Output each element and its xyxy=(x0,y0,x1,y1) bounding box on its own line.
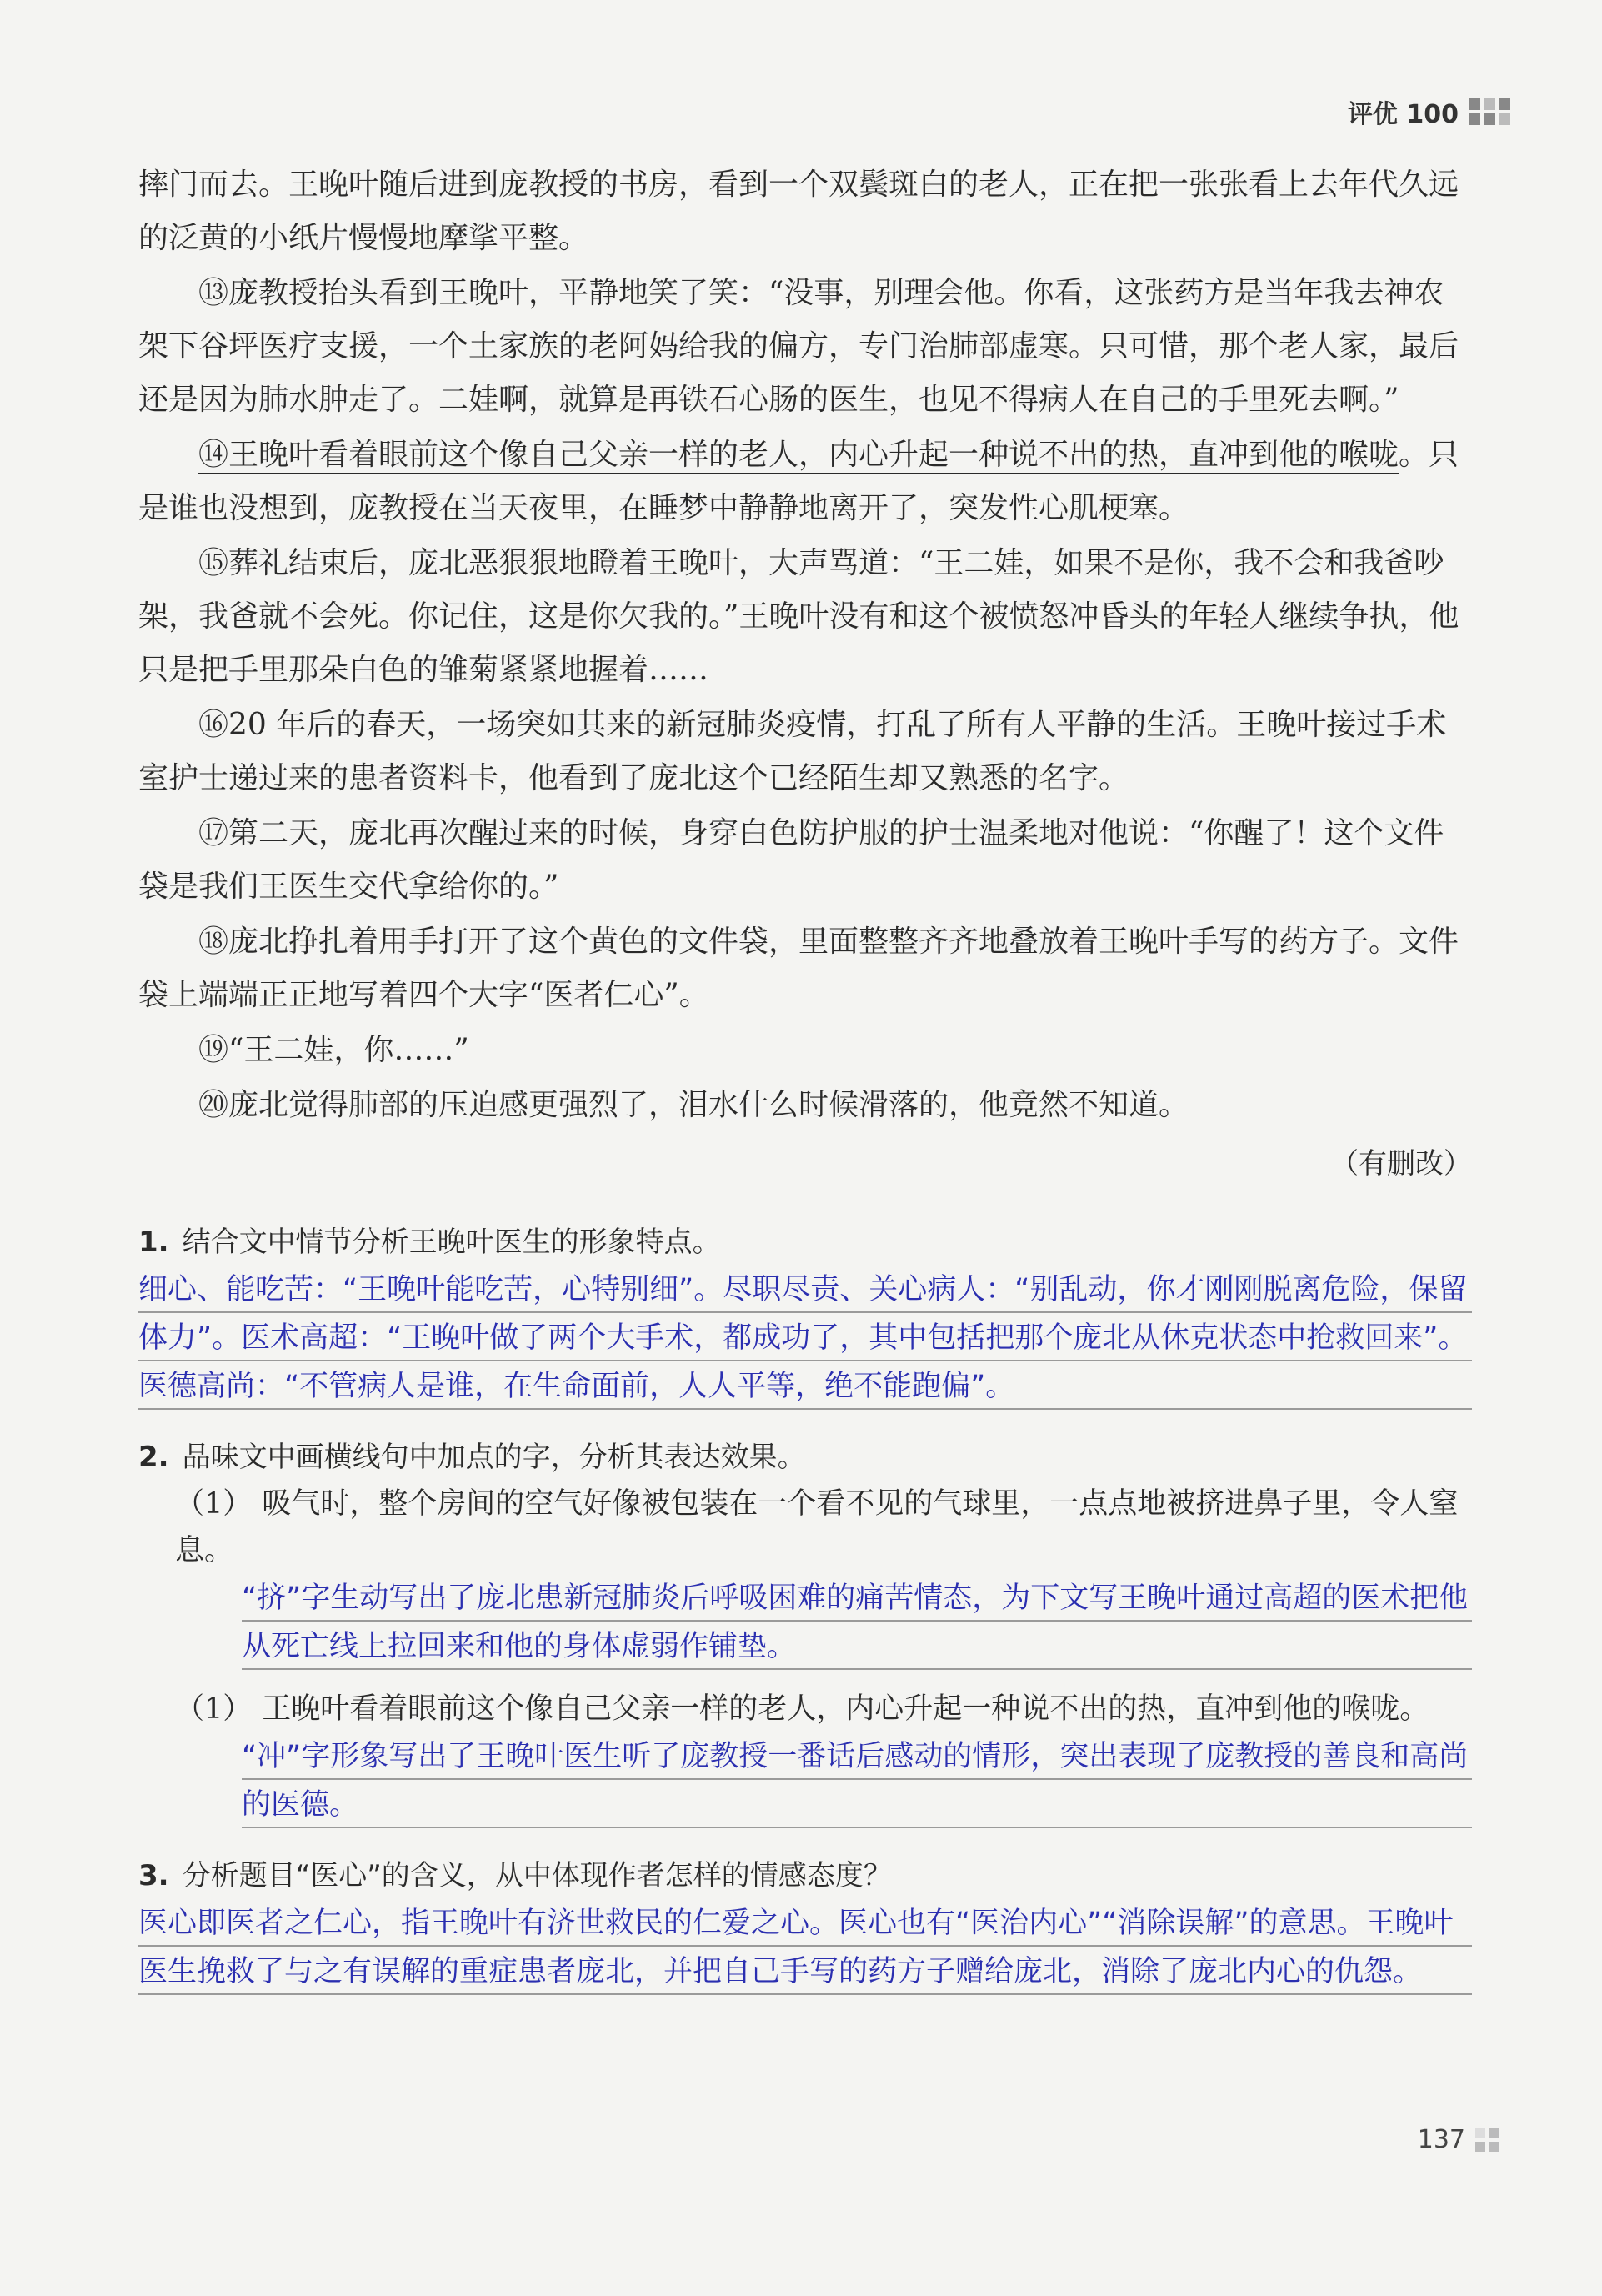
underlined-sentence: ⑭王晚叶看着眼前这个像自己父亲一样的老人，内心升起一种说不出的热，直冲到他的喉咙 xyxy=(198,438,1399,472)
question-number: 2. xyxy=(138,1441,169,1474)
sub-text: 吸气时，整个房间的空气好像被包装在一个看不见的气球里，一点点地被挤进鼻子里，令人窒息。 xyxy=(175,1487,1459,1567)
question-text: 品味文中画横线句中加点的字，分析其表达效果。 xyxy=(182,1441,806,1474)
sub-question-1 xyxy=(175,1481,1472,1574)
paragraph-15: ⑮葬礼结束后，庞北恶狠狠地瞪着王晚叶，大声骂道：“王二娃，如果不是你，我不会和我爸吵架，我爸就不会死。你记住，这是你欠我的。”王晚叶没有和这个被愤怒冲昏头的年轻人继续争执，他只是把手里那朵白色的雏菊紧紧地握着…… xyxy=(138,546,1459,687)
question-number: 3. xyxy=(138,1859,169,1892)
questions-section xyxy=(138,1219,1472,2019)
paragraph-continued: 摔门而去。王晚叶随后进到庞教授的书房，看到一个双鬓斑白的老人，正在把一张张看上去年代久远的泛黄的小纸片慢慢地摩挲平整。 xyxy=(138,168,1459,255)
question-text: 分析题目“医心”的含义，从中体现作者怎样的情感态度？ xyxy=(182,1859,892,1892)
paragraph-14-rest: 。只是谁也没想到，庞教授在当天夜里，在睡梦中静静地离开了，突发性心肌梗塞。 xyxy=(138,438,1459,525)
page-number xyxy=(1418,2125,1499,2154)
brand-title: 评优 100 xyxy=(1347,100,1459,129)
question-text: 结合文中情节分析王晚叶医生的形象特点。 xyxy=(182,1226,721,1259)
question-1 xyxy=(138,1219,1472,1411)
question-3 xyxy=(138,1852,1472,1996)
paragraph-17: ⑰第二天，庞北再次醒过来的时候，身穿白色防护服的护士温柔地对他说：“你醒了！这个文件袋是我们王医生交代拿给你的。” xyxy=(138,816,1444,904)
answer-1[interactable]: 细心、能吃苦：“王晚叶能吃苦，心特别细”。尽职尽责、关心病人：“别乱动，你才刚刚脱离危险，保留体力”。医术高超：“王晚叶做了两个大手术，都成功了，其中包括把那个庞北从休克状态中抢救回来”。医德高尚：“不管病人是谁，在生命面前，人人平等，绝不能跑偏”。 xyxy=(138,1266,1472,1411)
question-1-title xyxy=(138,1219,1472,1266)
sub-label: （1） xyxy=(175,1692,253,1726)
question-number: 1. xyxy=(138,1226,169,1259)
paragraph-14 xyxy=(138,429,1472,535)
answer-2-2[interactable]: “冲”字形象写出了王晚叶医生听了庞教授一番话后感动的情形，突出表现了庞教授的善良和高尚的医德。 xyxy=(242,1732,1472,1829)
brand-grid-icon xyxy=(1469,98,1510,125)
question-3-title xyxy=(138,1852,1472,1899)
page-deco-icon xyxy=(1475,2128,1499,2152)
header-brand xyxy=(1348,93,1510,130)
paragraph-16: ⑯20 年后的春天，一场突如其来的新冠肺炎疫情，打乱了所有人平静的生活。王晚叶接过手术室护士递过来的患者资料卡，他看到了庞北这个已经陌生却又熟悉的名字。 xyxy=(138,708,1447,795)
sub-question-2 xyxy=(175,1686,1472,1732)
page-number-text: 137 xyxy=(1417,2125,1465,2154)
paragraph-20: ⑳庞北觉得肺部的压迫感更强烈了，泪水什么时候滑落的，他竟然不知道。 xyxy=(198,1088,1189,1122)
answer-3[interactable]: 医心即医者之仁心，指王晚叶有济世救民的仁爱之心。医心也有“医治内心”“消除误解”的意思。王晚叶医生挽救了与之有误解的重症患者庞北，并把自己手写的药方子赠给庞北，消除了庞北内心的仇怨。 xyxy=(138,1899,1472,1996)
answer-2-1[interactable]: “挤”字生动写出了庞北患新冠肺炎后呼吸困难的痛苦情态，为下文写王晚叶通过高超的医术把他从死亡线上拉回来和他的身体虚弱作铺垫。 xyxy=(242,1574,1472,1671)
sub-text: 王晚叶看着眼前这个像自己父亲一样的老人，内心升起一种说不出的热，直冲到他的喉咙。 xyxy=(262,1692,1429,1726)
paragraph-18: ⑱庞北挣扎着用手打开了这个黄色的文件袋，里面整整齐齐地叠放着王晚叶手写的药方子。文件袋上端端正正地写着四个大字“医者仁心”。 xyxy=(138,925,1459,1012)
sub-label: （1） xyxy=(175,1487,253,1521)
paragraph-19: ⑲“王二娃，你……” xyxy=(198,1033,469,1067)
question-2 xyxy=(138,1434,1472,1829)
source-note: （有删改） xyxy=(1330,1147,1472,1181)
paragraph-13: ⑬庞教授抬头看到王晚叶，平静地笑了笑：“没事，别理会他。你看，这张药方是当年我去神农架下谷坪医疗支援，一个土家族的老阿妈给我的偏方，专门治肺部虚寒。只可惜，那个老人家，最后还是因为肺水肿走了。二娃啊，就算是再铁石心肠的医生，也见不得病人在自己的手里死去啊。” xyxy=(138,276,1459,417)
reading-passage xyxy=(138,158,1472,1191)
question-2-title xyxy=(138,1434,1472,1481)
